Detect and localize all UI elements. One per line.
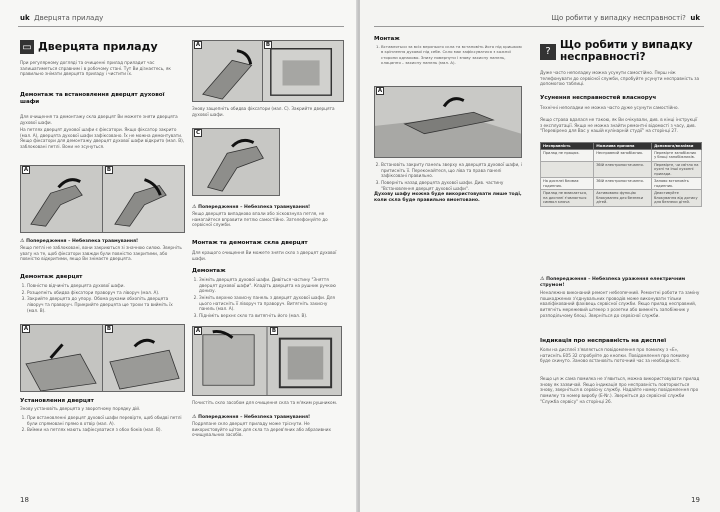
lang-code: uk bbox=[20, 14, 30, 22]
figure-label: A bbox=[195, 328, 201, 334]
list-item: 3. Закрийте дверцята до упору. Обома руками обхопіть дверцята ліворуч та праворуч. Прикрийте дверцята ще трохи та вийміть їх (мал. B). bbox=[27, 296, 185, 313]
table-row bbox=[541, 190, 702, 206]
glass-removal-illustration bbox=[192, 326, 342, 396]
table-cell: Перевірте запобіжник у блоці запобіжників. bbox=[652, 150, 702, 162]
troubleshooting-table bbox=[540, 142, 702, 207]
step-list bbox=[374, 162, 524, 192]
page-number: 18 bbox=[20, 496, 29, 504]
divider bbox=[18, 26, 344, 27]
section-heading: Демонтаж та встановлення дверцят духової шафи bbox=[20, 92, 165, 105]
figure-label: B bbox=[271, 328, 277, 334]
table-cell: Збій електропостачання. bbox=[594, 161, 652, 177]
table-cell: Заново встановіть годинник. bbox=[652, 178, 702, 190]
table-row bbox=[541, 161, 702, 177]
table-cell: Збій електропостачання. bbox=[594, 178, 652, 190]
list-item: 1. Зніміть дверцята духової шафи. Дивіться частину "Зняття дверцят духової шафи". Кладіть дверцята на рушник ручкою донизу. bbox=[199, 277, 342, 294]
table-header bbox=[541, 143, 702, 150]
table-cell: Прилад не вмикається, на дисплеї з'являється символ ключа bbox=[541, 190, 594, 206]
paragraph: Для кращого очищення Ви можете зняти скло з дверцят духової шафи. bbox=[192, 250, 337, 261]
warning-title: Попередження – Небезпека травмування! bbox=[198, 415, 311, 420]
section-title bbox=[20, 40, 158, 54]
table-row bbox=[541, 178, 702, 190]
figure-label: C bbox=[195, 130, 201, 136]
figure-label: B bbox=[106, 326, 112, 332]
warning-title: Попередження – Небезпека травмування! bbox=[26, 239, 139, 244]
section-title bbox=[540, 40, 700, 63]
running-header bbox=[20, 14, 103, 22]
page-title: Що робити у випадку несправності? bbox=[560, 39, 693, 63]
warning-icon: ⚠ bbox=[192, 414, 197, 420]
paragraph: Почистіть скло засобом для очищення скла та м'яким рушником. bbox=[192, 400, 338, 405]
warning-text: Неналежно виконаний ремонт небезпечний. Ремонтні роботи та заміну пошкоджених з'єднувальних проводів може виконувати тільки кваліфікований фахівець сервісної служби. Якщо прилад несправний, витягніть мережевий штекер з розетки або вимкніть запобіжник у розподільчому блоці. Зверніться до сервісної служби. bbox=[540, 290, 700, 318]
list-item: 2. Виїмки на петлях мають зафіксуватися з обох боків (мал. B). bbox=[27, 427, 185, 433]
hinge-illustration bbox=[20, 165, 185, 233]
step-list-first bbox=[374, 44, 522, 66]
warning-icon: ⚠ bbox=[192, 204, 197, 210]
divider bbox=[374, 26, 704, 27]
mounting-warning: Духову шафу можна буде використовувати лише тоді, коли скла буде правильно вмонтовано. bbox=[374, 192, 522, 203]
door-removal-illustration bbox=[20, 324, 185, 392]
warning-icon: ⚠ bbox=[20, 238, 25, 244]
figure-label: B bbox=[106, 167, 112, 173]
left-page bbox=[0, 0, 358, 512]
section-heading: Демонтаж bbox=[192, 268, 226, 274]
paragraph: Якщо страва вдалася не такою, як Ви очікували, див. в кінці інструкції з експлуатації. Якщо не можна знайти ремонтні відомості з часу, див. "Перевірено для Вас у нашій кулінарній студії" на сторінці 27. bbox=[540, 117, 698, 134]
section-heading: Усунення несправностей власноруч bbox=[540, 95, 657, 101]
warning-heading bbox=[192, 204, 342, 211]
section-heading: Монтаж bbox=[374, 36, 400, 42]
warning-heading bbox=[20, 238, 185, 245]
glass-insert-illustration bbox=[374, 86, 522, 158]
right-page bbox=[360, 0, 720, 512]
list-item: 2. Встановіть закриту панель зверху на дверцята духової шафи, і притисніть її. Переконайтеся, що ліва та права панелі зафіксовані правильно. bbox=[381, 162, 524, 179]
running-header bbox=[551, 14, 700, 22]
figure-label: A bbox=[195, 42, 201, 48]
intro-text: При регулярному догляді та очищенні прилад приладит час залишатиметься справним і в робочому стані. Тут Ви дізнаєтесь, як правильно знімати дверцята приладу і чистити їх. bbox=[20, 60, 171, 77]
paragraph: Знову установіть дверцята у зворотному порядку дій. bbox=[20, 406, 141, 411]
page-title: Дверцята приладу bbox=[38, 39, 158, 53]
warning-title: Попередження – Небезпека ураження електричним струмом! bbox=[540, 277, 686, 288]
section-heading: Індикація про несправність на дисплеї bbox=[540, 338, 667, 344]
warning-title: Попередження – Небезпека травмування! bbox=[198, 205, 311, 210]
list-item: 1. Вставлятьси за всіх верхнього скла та встановіть його під кришкою в кріплення духової під себе. Скло має зафіксуватися з кожної сторони однаково. Знизу повернути і знову захисну панель, клацання – захисну панель (мал. А). bbox=[381, 44, 522, 65]
column-header: Допомога/вказівки bbox=[652, 143, 702, 150]
section-heading: Монтаж та демонтаж скла дверцят bbox=[192, 240, 308, 246]
warning-icon: ⚠ bbox=[540, 276, 545, 282]
paragraph: Якщо ця ж сама помилка не з'явиться, можна використовувати прилад знову як зазвичай. Якщо індикація про несправність повторюється знову, зверніться в сервісну службу. Надайте номер повідомлення про помилку та номер виробу (E-Nr.). Зверніться до сервісної служби "Служба сервісу" на сторінці 26. bbox=[540, 376, 700, 404]
figure-label: B bbox=[265, 42, 271, 48]
latch-illustration bbox=[192, 128, 280, 196]
paragraph: Для очищення та демонтажу скла дверцят Ви можете зняти дверцята духової шафи. bbox=[20, 114, 178, 125]
table-cell: Деактивуйте блокування від дотику для безпеки дітей. bbox=[652, 190, 702, 206]
question-icon: ? bbox=[540, 44, 556, 60]
paragraph: Знову защепніть обидва фіксатори (мал. С). Закрийте дверцята духової шафи. bbox=[192, 106, 335, 117]
warning-text: Якщо петлі не заблоковані, вони закриються зі значною силою. Зверніть увагу на те, щоб фіксатори завжди були повністю закритими, або повністю відкритими, якщо Ви знімаєте дверцята. bbox=[20, 245, 182, 262]
door-installed-illustration bbox=[262, 40, 344, 102]
list-item: 3. Поверніть назад дверцята духової шафи. Див. частину "Встановлення дверцят духової шафи". bbox=[381, 180, 524, 191]
paragraph: Коли на дисплеї з'являється повідомлення про помилку з «Е», натисніть E05 32 спробуйте до кнопки. Повідомлення про помилку буде скинуто. Заново встановіть поточний час за необхідності. bbox=[540, 347, 690, 364]
table-cell: Несправний запобіжник. bbox=[594, 150, 652, 162]
section-heading: Установлення дверцят bbox=[20, 398, 94, 404]
figure-label: A bbox=[377, 88, 383, 94]
table-cell: Прилад не працює. bbox=[541, 150, 594, 162]
table-cell bbox=[541, 161, 594, 177]
column-header: Можлива причина bbox=[594, 143, 652, 150]
list-item: 1. Повністю відчиніть дверцята духової шафи. bbox=[27, 283, 185, 289]
figure-label: A bbox=[23, 326, 29, 332]
page-number: 19 bbox=[691, 496, 700, 504]
table-cell: На дисплеї блимає годинник. bbox=[541, 178, 594, 190]
step-list bbox=[192, 277, 342, 320]
section-heading: Демонтаж дверцят bbox=[20, 274, 83, 280]
table-row bbox=[541, 150, 702, 162]
list-item: 1. При встановленні дверцят духової шафи перевірте, щоб обидві петлі були спрямовані прямо в отвір (мал. А). bbox=[27, 415, 185, 426]
warning-heading bbox=[192, 414, 342, 421]
figure-label: A bbox=[23, 167, 29, 173]
warning-text: Подряпане скло дверцят приладу може тріснути. Не використовуйте щіток для скла та дерев'яних або абразивних очищувальних засобів. bbox=[192, 421, 331, 438]
running-header-text: Дверцята приладу bbox=[34, 14, 104, 22]
list-item: 2. Розщепніть обидва фіксатори праворуч та ліворуч (мал. А). bbox=[27, 290, 185, 296]
running-header-text: Що робити у випадку несправності? bbox=[551, 14, 686, 22]
lang-code: uk bbox=[690, 14, 700, 22]
table-cell: Активовано функцію блокування для безпеки дітей. bbox=[594, 190, 652, 206]
list-item: 3. Підніміть верхнє скло та витягніть його (мал. B). bbox=[199, 313, 342, 319]
step-list bbox=[20, 415, 185, 434]
door-icon: ▭ bbox=[20, 40, 34, 54]
paragraph: На петлях дверцят духової шафи є фіксатори. Якщо фіксатор закрито (мал. А), дверцята духової шафи зафіксовано. Їх не можна демонтувати. Якщо фіксатори для демонтажу дверцят духової шафи відкрито (мал. B), заблоковані петлі. Вони не зсунуться. bbox=[20, 127, 185, 150]
column-header: Несправність bbox=[541, 143, 594, 150]
paragraph: Технічні неполадки не можна часто дуже усунути самостійно. bbox=[540, 105, 679, 110]
step-list bbox=[20, 283, 185, 314]
intro-text: Дуже часто неполадку можна усунути самостійно. Перш ніж телефонувати до сервісної служби, спробуйте усунути несправність за допомогою таблиці. bbox=[540, 70, 700, 87]
table-cell: Перевірте, чи світло на кухні та інші кухонні прилади. bbox=[652, 161, 702, 177]
warning-heading bbox=[540, 276, 700, 289]
warning-text: Якщо дверцята випадково впали або зісковзнула петля, не намагайтеся вправити петлю самостійно. Зателефонуйте до сервісної служби. bbox=[192, 211, 328, 228]
list-item: 2. Зніміть верхню захисну панель з дверцят духової шафи. Для цього натисніть її ліворуч та праворуч. Витягніть захисну панель (мал. А). bbox=[199, 295, 342, 312]
